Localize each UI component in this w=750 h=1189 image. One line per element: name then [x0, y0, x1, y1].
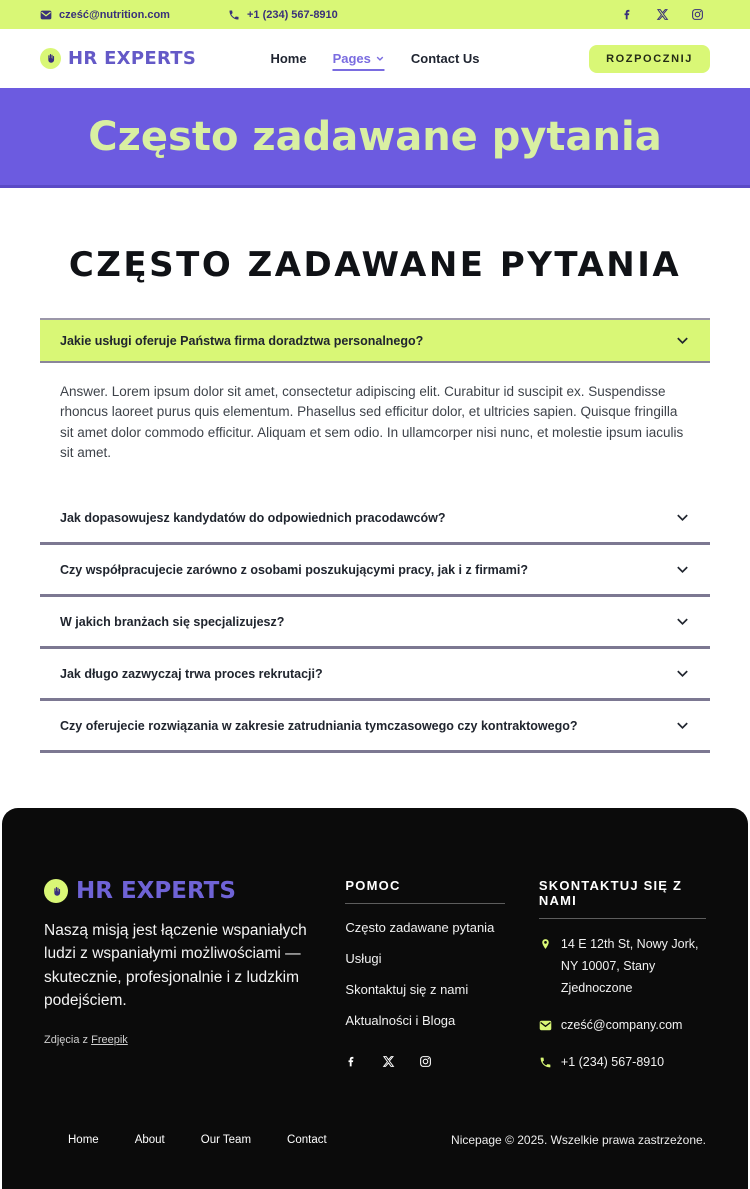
column-divider — [345, 903, 505, 904]
bottom-link-home[interactable]: Home — [68, 1134, 99, 1147]
topbar-socials — [621, 8, 710, 21]
footer-email-text: cześć@company.com — [560, 1017, 683, 1032]
footer-bottom-bar — [44, 1117, 706, 1189]
faq-item-3-header[interactable] — [40, 597, 710, 649]
footer-address[interactable] — [539, 934, 706, 1000]
chevron-down-icon — [675, 333, 690, 348]
chevron-down-icon — [675, 510, 690, 525]
faq-item-0-header[interactable] — [40, 318, 710, 363]
chevron-down-icon — [376, 54, 385, 63]
faq-item-2-header[interactable] — [40, 545, 710, 597]
topbar-email-link[interactable] — [40, 9, 170, 21]
footer-brand-name: HR EXPERTS — [76, 878, 236, 904]
footer-link-faq[interactable]: Często zadawane pytania — [345, 920, 495, 935]
footer — [2, 808, 748, 1189]
footer-address-text: 14 E 12th St, Nowy Jork, NY 10007, Stany Zjednoczone — [560, 937, 699, 995]
faq-item-4-question: Jak długo zazwyczaj trwa proces rekrutacji? — [60, 666, 323, 681]
phone-icon — [539, 1056, 552, 1069]
faq-item-5-question: Czy oferujecie rozwiązania w zakresie zatrudniania tymczasowego czy kontraktowego? — [60, 718, 578, 733]
nav-pages[interactable] — [333, 51, 385, 71]
chevron-down-icon — [675, 718, 690, 733]
instagram-icon[interactable] — [419, 1055, 432, 1068]
hand-logo-icon — [44, 879, 68, 903]
footer-contact-column — [539, 878, 706, 1073]
nav-contact-us[interactable]: Contact Us — [410, 51, 480, 66]
footer-link-services[interactable]: Usługi — [345, 951, 382, 966]
location-pin-icon — [539, 938, 552, 951]
bottom-link-contact[interactable]: Contact — [287, 1134, 327, 1147]
footer-link-contact[interactable]: Skontaktuj się z nami — [345, 982, 469, 997]
chevron-down-icon — [675, 666, 690, 681]
footer-brand-logo[interactable] — [44, 878, 317, 904]
help-column-title: POMOC — [345, 878, 401, 893]
envelope-icon — [40, 9, 52, 21]
faq-accordion — [40, 318, 710, 753]
faq-heading: CZĘSTO ZADAWANE PYTANIA — [68, 245, 682, 285]
main-nav — [270, 51, 479, 66]
topbar-phone-text: +1 (234) 567-8910 — [246, 8, 338, 21]
footer-link-blog[interactable]: Aktualności i Bloga — [345, 1013, 456, 1028]
footer-bottom-links — [44, 1134, 327, 1146]
rozpocznij-button[interactable]: ROZPOCZNIJ — [589, 45, 710, 73]
faq-item-0-answer: Answer. Lorem ipsum dolor sit amet, consectetur adipiscing elit. Curabitur id suscipit ex. Suspendisse rhoncus laoreet purus quis elementum. Phasellus sed efficitur dolor, et ultricies sapien. Quisque fringilla sit amet dolor commodo efficitur. Aliquam et sem odio. In ullamcorper nisi nunc, et molestie ipsum iaculis sit amet. — [60, 384, 684, 460]
credit-prefix: Zdjęcia z — [44, 1034, 89, 1046]
footer-brand-column — [44, 878, 317, 1073]
hand-logo-icon — [40, 48, 61, 69]
site-header — [0, 29, 750, 88]
faq-section — [0, 188, 750, 808]
faq-item-1-header[interactable] — [40, 493, 710, 545]
instagram-icon[interactable] — [691, 8, 704, 21]
topbar-phone-link[interactable] — [228, 9, 338, 21]
footer-mission-text: Naszą misją jest łączenie wspaniałych ludzi z wspaniałymi możliwościami — skutecznie, profesjonalnie i z ludzkim podejściem. — [44, 922, 307, 1009]
footer-email[interactable] — [539, 1015, 706, 1037]
footer-photo-credit — [44, 1034, 317, 1046]
topbar — [0, 0, 750, 29]
faq-item-3-question: W jakich branżach się specjalizujesz? — [60, 614, 285, 629]
footer-phone[interactable] — [539, 1052, 706, 1074]
footer-columns — [44, 878, 706, 1073]
chevron-down-icon — [675, 614, 690, 629]
x-icon[interactable] — [382, 1055, 395, 1068]
bottom-link-our-team[interactable]: Our Team — [200, 1134, 252, 1147]
faq-item-1-question: Jak dopasowujesz kandydatów do odpowiednich pracodawców? — [60, 510, 446, 525]
nav-home[interactable]: Home — [270, 51, 307, 66]
brand-name: HR EXPERTS — [68, 48, 197, 69]
footer-socials — [345, 1055, 505, 1068]
nav-pages-label: Pages — [332, 51, 371, 66]
phone-icon — [228, 9, 240, 21]
freepik-link[interactable]: Freepik — [91, 1034, 128, 1046]
envelope-icon — [539, 1019, 552, 1032]
hero-title: Często zadawane pytania — [88, 113, 662, 160]
footer-phone-text: +1 (234) 567-8910 — [560, 1054, 665, 1069]
faq-item-4-header[interactable] — [40, 649, 710, 701]
faq-item-0-question: Jakie usługi oferuje Państwa firma doradztwa personalnego? — [60, 333, 424, 348]
topbar-email-text: cześć@nutrition.com — [59, 8, 170, 21]
faq-item-2-question: Czy współpracujecie zarówno z osobami poszukującymi pracy, jak i z firmami? — [60, 562, 528, 577]
footer-help-column — [345, 878, 505, 1073]
facebook-icon[interactable] — [345, 1055, 358, 1068]
brand-logo[interactable] — [40, 48, 196, 69]
contact-column-title: SKONTAKTUJ SIĘ Z NAMI — [538, 878, 683, 908]
faq-item-5-header[interactable] — [40, 701, 710, 753]
chevron-down-icon — [675, 562, 690, 577]
hero-banner — [0, 88, 750, 188]
bottom-link-about[interactable]: About — [134, 1134, 165, 1147]
facebook-icon[interactable] — [621, 8, 634, 21]
x-icon[interactable] — [656, 8, 669, 21]
copyright-text: Nicepage © 2025. Wszelkie prawa zastrzeżone. — [451, 1133, 706, 1148]
column-divider — [539, 918, 706, 919]
